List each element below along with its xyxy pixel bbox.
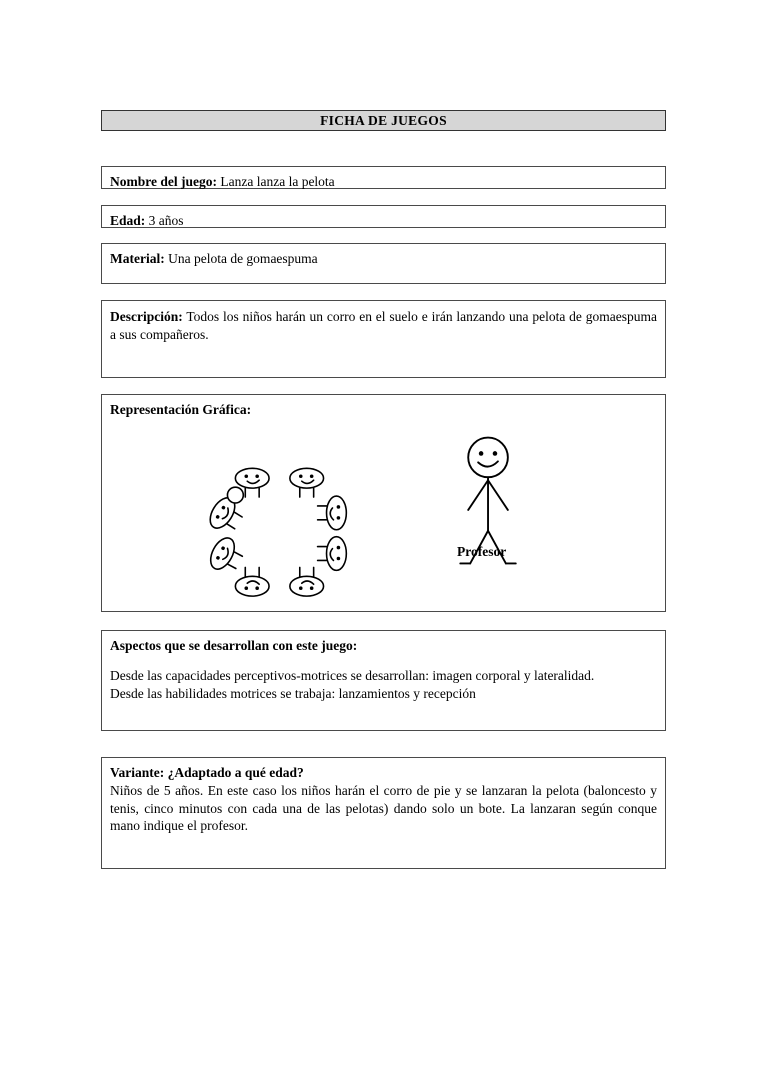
field-grafica-label: Representación Gráfica: [110, 402, 252, 417]
child-figure-left-lower [206, 534, 247, 577]
field-variante [101, 757, 666, 869]
field-descripcion [101, 300, 666, 378]
field-material-label: Material: [110, 251, 165, 266]
child-figure-top-left [235, 468, 269, 497]
field-descripcion-label: Descripción: [110, 309, 183, 324]
child-figure-bottom-left [235, 567, 269, 596]
field-edad-label: Edad: [110, 213, 146, 228]
ball-shape [227, 487, 243, 503]
field-variante-value: Niños de 5 años. En este caso los niños harán el corro de pie y se lanzaran la pelota (baloncesto y tenis, cinco minutos con cada una de las pelotas) dando solo un bote. La lanzaran según conque mano indique el profesor. [110, 783, 657, 833]
field-variante-label: Variante: ¿Adaptado a qué edad? [110, 765, 304, 780]
field-representacion-grafica [101, 394, 666, 612]
field-nombre-label: Nombre del juego: [110, 174, 217, 189]
field-nombre-value: Lanza lanza la pelota [220, 174, 335, 189]
field-aspectos-label: Aspectos que se desarrollan con este juego: [110, 638, 358, 653]
field-edad [101, 205, 666, 228]
field-nombre-del-juego [101, 166, 666, 189]
child-figure-right-upper [318, 496, 347, 530]
field-aspectos-paragraph-2: Desde las habilidades motrices se trabaja: lanzamientos y recepción [110, 685, 476, 701]
field-material-line [102, 244, 665, 267]
field-edad-line [102, 206, 665, 229]
child-figure-bottom-right [290, 567, 324, 596]
child-figure-top-right [290, 468, 324, 497]
page-title: FICHA DE JUEGOS [101, 110, 666, 131]
teacher-label: Profesor [457, 544, 507, 559]
field-edad-value: 3 años [148, 213, 184, 228]
field-material [101, 243, 666, 284]
child-figure-right-lower [318, 537, 347, 571]
field-descripcion-value: Todos los niños harán un corro en el suelo e irán lanzando una pelota de gomaespuma a sus compañeros. [110, 309, 657, 342]
illustration-game-diagram [102, 395, 665, 611]
child-figure-left-upper [205, 493, 247, 537]
field-descripcion-paragraph [102, 301, 665, 343]
field-nombre-line [102, 167, 665, 190]
field-aspectos-paragraph-1: Desde las capacidades perceptivos-motrices se desarrollan: imagen corporal y lateralidad. [110, 668, 595, 683]
field-material-value: Una pelota de gomaespuma [168, 251, 318, 266]
field-aspectos [101, 630, 666, 731]
